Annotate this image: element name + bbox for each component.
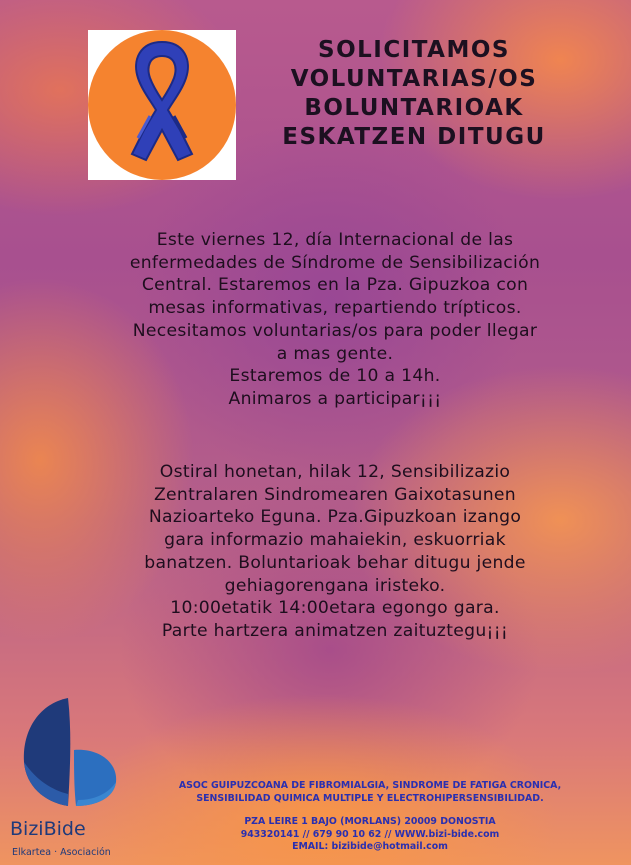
headline-line: BOLUNTARIOAK <box>304 95 524 121</box>
basque-line: Nazioarteko Eguna. Pza.Gipuzkoan izango <box>148 507 522 528</box>
spanish-line: Necesitamos voluntarias/os para poder llegar <box>132 320 538 341</box>
basque-line: 10:00etatik 14:00etara egongo gara. <box>170 598 500 619</box>
basque-line: Zentralaren Sindromearen Gaixotasunen <box>153 484 517 505</box>
basque-line: banatzen. Boluntarioak behar ditugu jende <box>144 552 526 573</box>
headline-line: SOLICITAMOS <box>318 37 510 63</box>
organization-address: PZA LEIRE 1 BAJO (MORLANS) 20009 DONOSTIA <box>244 816 496 827</box>
bizibide-logo-subtitle: Elkartea · Asociación <box>12 847 111 858</box>
spanish-line: Este viernes 12, día Internacional de las <box>156 230 514 250</box>
basque-line: Ostiral honetan, hilak 12, Sensibilizazio <box>159 462 511 482</box>
spanish-line: enfermedades de Síndrome de Sensibilización <box>129 252 541 273</box>
spanish-line: mesas informativas, repartiendo trípticos. <box>148 298 522 319</box>
spanish-line: Central. Estaremos en la Pza. Gipuzkoa con <box>141 275 529 296</box>
headline-line: VOLUNTARIAS/OS <box>290 66 538 92</box>
organization-email: EMAIL: bizibide@hotmail.com <box>292 841 448 852</box>
organization-contact <box>145 816 595 854</box>
spanish-line: Animaros a participar¡¡¡ <box>228 388 442 409</box>
spanish-announcement <box>70 229 600 411</box>
organization-title-line: SENSIBILIDAD QUIMICA MULTIPLE Y ELECTROHIPERSENSIBILIDAD. <box>196 792 544 804</box>
headline <box>244 36 584 152</box>
organization-phone-web: 943320141 // 679 90 10 62 // WWW.bizi-bide.com <box>240 828 500 840</box>
spanish-line: a mas gente. <box>276 343 394 364</box>
bizibide-logo-name: BiziBide <box>10 818 86 840</box>
organization-title-line: ASOC GUIPUZCOANA DE FIBROMIALGIA, SINDROME DE FATIGA CRONICA, <box>178 780 562 791</box>
ribbon-badge <box>88 30 236 180</box>
basque-announcement <box>70 461 600 643</box>
basque-line: Parte hartzera animatzen zaituztegu¡¡¡ <box>161 620 509 641</box>
organization-title <box>145 780 595 805</box>
spanish-line: Estaremos de 10 a 14h. <box>229 366 441 387</box>
basque-line: gehiagorengana iristeko. <box>224 575 446 596</box>
headline-line: ESKATZEN DITUGU <box>282 124 546 150</box>
basque-line: gara informazio mahaiekin, eskuorriak <box>164 530 506 551</box>
awareness-ribbon-icon <box>88 30 236 180</box>
